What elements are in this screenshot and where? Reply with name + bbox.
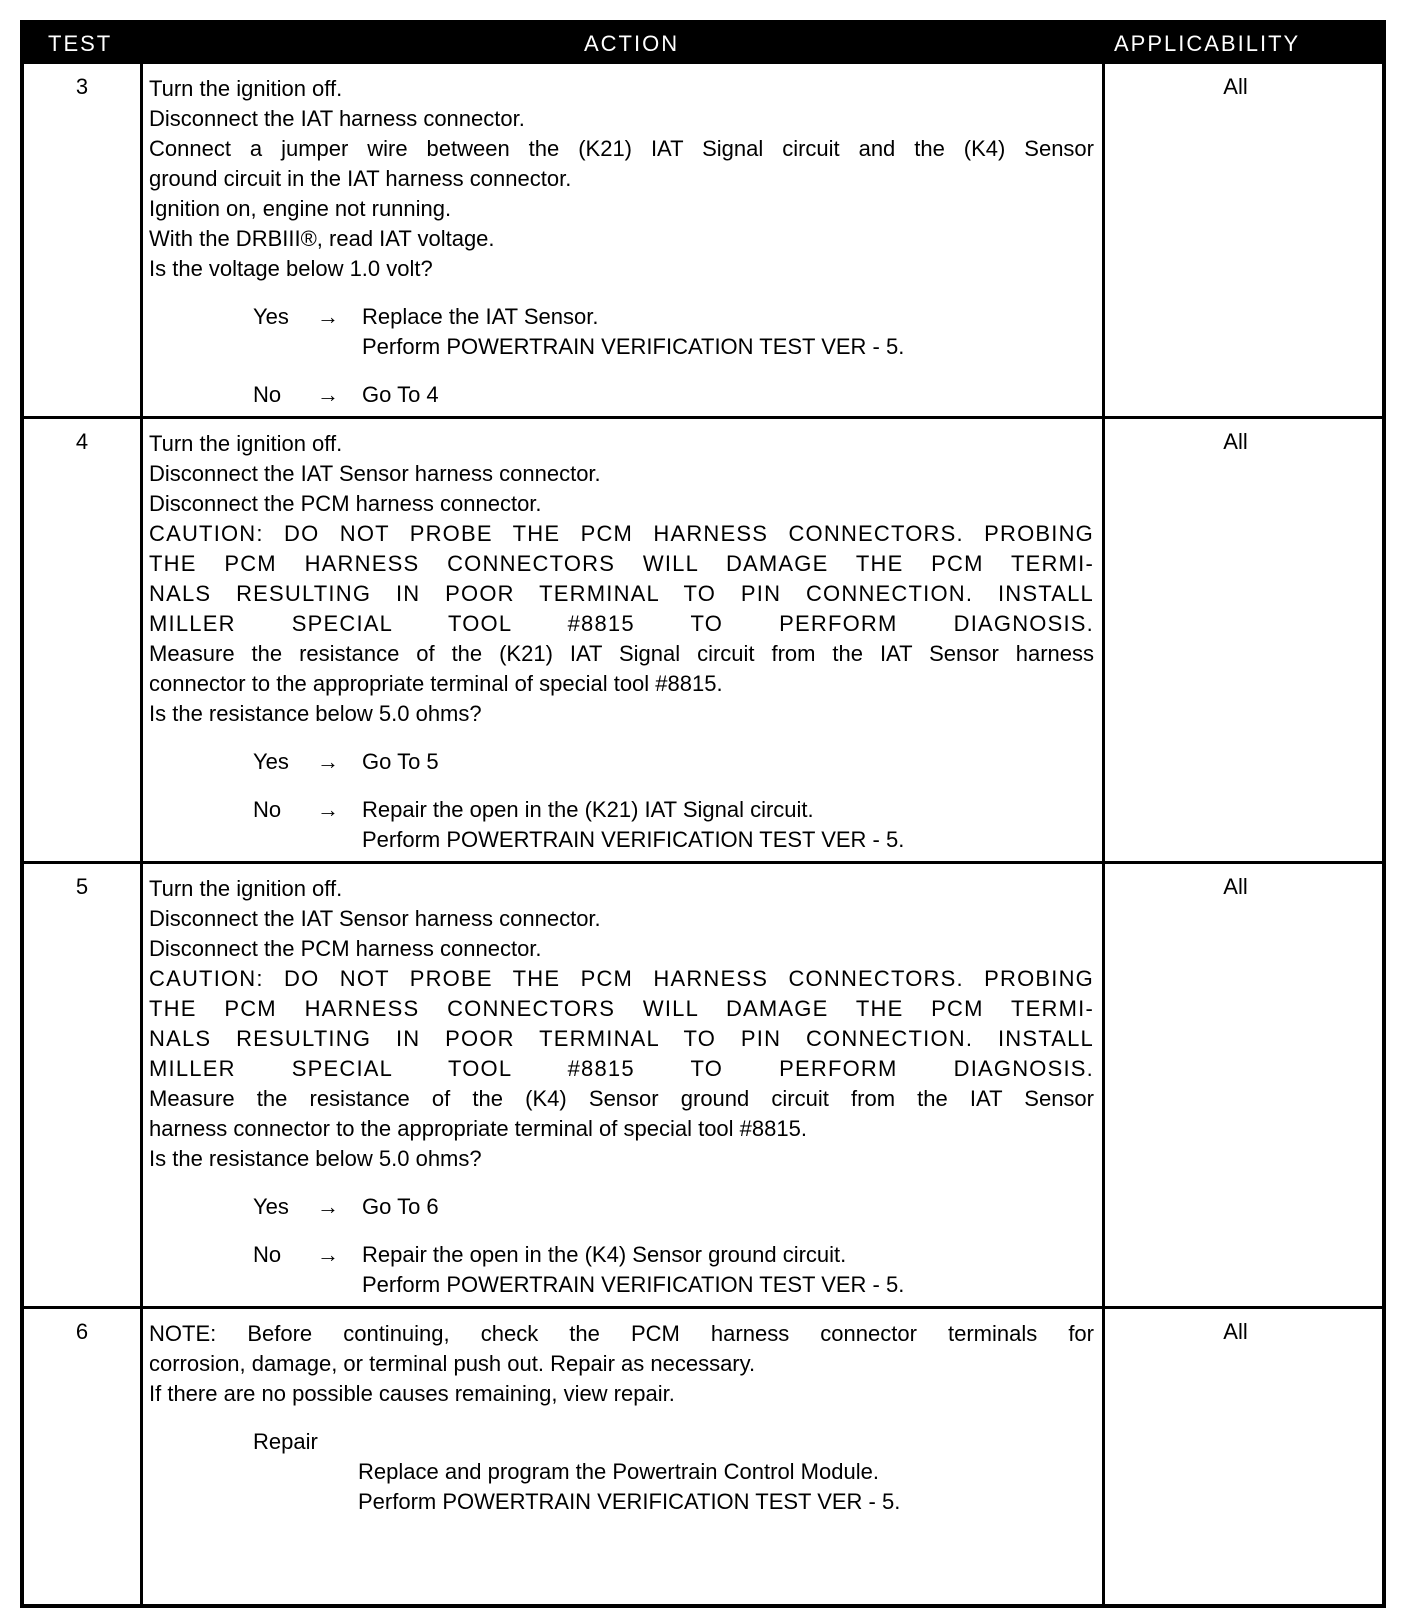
action-line: If there are no possible causes remaining, view repair. (149, 1381, 675, 1406)
procedure-table (20, 20, 1386, 1608)
action-line: harness connector to the appropriate terminal of special tool #8815. (149, 1116, 807, 1141)
arrow-right-icon: → (317, 304, 339, 329)
action-line: With the DRBIII®, read IAT voltage. (149, 226, 495, 251)
choice-result (362, 1192, 439, 1222)
action-cell (149, 429, 1094, 855)
action-line: corrosion, damage, or terminal push out. Repair as necessary. (149, 1351, 756, 1376)
choice-result (362, 302, 904, 362)
choice-no (149, 795, 1094, 855)
result-line: Go To 5 (362, 749, 439, 774)
header-action: ACTION (584, 31, 680, 56)
action-line: Connect a jumper wire between the (K21) IAT Signal circuit and the (K4) Sensor (149, 136, 1094, 161)
result-line: Go To 4 (362, 382, 439, 407)
choice-label: Yes (253, 304, 289, 329)
choice-result (362, 795, 904, 855)
column-divider (1102, 64, 1105, 1604)
action-line: Disconnect the IAT Sensor harness connector. (149, 906, 601, 931)
action-line: MILLER SPECIAL TOOL #8815 TO PERFORM DIAGNOSIS. (149, 1056, 1094, 1081)
action-line: Ignition on, engine not running. (149, 196, 452, 221)
action-line: Is the voltage below 1.0 volt? (149, 256, 433, 281)
arrow-right-icon: → (317, 1194, 339, 1219)
arrow-right-icon: → (317, 797, 339, 822)
result-line: Go To 6 (362, 1194, 439, 1219)
test-number: 5 (75, 874, 89, 899)
table-header (24, 24, 1382, 64)
action-line: THE PCM HARNESS CONNECTORS WILL DAMAGE THE PCM TERMI- (149, 996, 1094, 1021)
action-line: Measure the resistance of the (K21) IAT Signal circuit from the IAT Sensor harness (149, 641, 1094, 666)
choice-no (149, 1240, 1094, 1300)
repair-line: Replace and program the Powertrain Control Module. (358, 1459, 879, 1484)
repair-label: Repair (253, 1429, 318, 1454)
action-line: connector to the appropriate terminal of special tool #8815. (149, 671, 723, 696)
choice-yes (149, 747, 1094, 777)
choice-label: No (253, 382, 282, 407)
action-line: Disconnect the IAT Sensor harness connector. (149, 461, 601, 486)
action-line: Disconnect the PCM harness connector. (149, 936, 542, 961)
choice-no (149, 380, 1094, 410)
action-line: ground circuit in the IAT harness connector. (149, 166, 572, 191)
choice-yes (149, 302, 1094, 362)
result-line: Replace the IAT Sensor. (362, 304, 599, 329)
result-line: Perform POWERTRAIN VERIFICATION TEST VER - 5. (362, 1272, 905, 1297)
action-cell (149, 74, 1094, 410)
action-line: THE PCM HARNESS CONNECTORS WILL DAMAGE THE PCM TERMI- (149, 551, 1094, 576)
action-line: NOTE: Before continuing, check the PCM harness connector terminals for (149, 1321, 1094, 1346)
choice-result (362, 1240, 904, 1300)
choice-result (362, 380, 439, 410)
header-test: TEST (48, 31, 113, 56)
test-number: 6 (75, 1319, 89, 1344)
table-row (24, 64, 1382, 419)
action-line: NALS RESULTING IN POOR TERMINAL TO PIN CONNECTION. INSTALL (149, 1026, 1094, 1051)
action-line: Disconnect the PCM harness connector. (149, 491, 542, 516)
action-line: Turn the ignition off. (149, 876, 343, 901)
applicability-value: All (1223, 1319, 1248, 1344)
action-line: CAUTION: DO NOT PROBE THE PCM HARNESS CONNECTORS. PROBING (149, 521, 1094, 546)
test-number: 4 (75, 429, 89, 454)
table-row (24, 1309, 1382, 1608)
header-applicability: APPLICABILITY (1114, 31, 1301, 56)
action-line: Turn the ignition off. (149, 431, 343, 456)
choice-label: Yes (253, 1194, 289, 1219)
column-divider (140, 64, 143, 1604)
choice-label: No (253, 797, 282, 822)
applicability-value: All (1223, 874, 1248, 899)
action-cell (149, 874, 1094, 1300)
action-line: Measure the resistance of the (K4) Sensor ground circuit from the IAT Sensor (149, 1086, 1094, 1111)
action-line: CAUTION: DO NOT PROBE THE PCM HARNESS CONNECTORS. PROBING (149, 966, 1094, 991)
applicability-value: All (1223, 74, 1248, 99)
action-line: Turn the ignition off. (149, 76, 343, 101)
action-line: NALS RESULTING IN POOR TERMINAL TO PIN CONNECTION. INSTALL (149, 581, 1094, 606)
table-row (24, 419, 1382, 864)
arrow-right-icon: → (317, 749, 339, 774)
applicability-value: All (1223, 429, 1248, 454)
test-number: 3 (75, 74, 89, 99)
action-line: Is the resistance below 5.0 ohms? (149, 701, 482, 726)
action-line: MILLER SPECIAL TOOL #8815 TO PERFORM DIAGNOSIS. (149, 611, 1094, 636)
action-line: Is the resistance below 5.0 ohms? (149, 1146, 482, 1171)
choice-label: No (253, 1242, 282, 1267)
choice-yes (149, 1192, 1094, 1222)
arrow-right-icon: → (317, 382, 339, 407)
action-line: Disconnect the IAT harness connector. (149, 106, 525, 131)
result-line: Perform POWERTRAIN VERIFICATION TEST VER - 5. (362, 334, 905, 359)
arrow-right-icon: → (317, 1242, 339, 1267)
table-row (24, 864, 1382, 1309)
choice-label: Yes (253, 749, 289, 774)
choice-result (362, 747, 439, 777)
result-line: Repair the open in the (K21) IAT Signal circuit. (362, 797, 814, 822)
result-line: Perform POWERTRAIN VERIFICATION TEST VER - 5. (362, 827, 905, 852)
result-line: Repair the open in the (K4) Sensor ground circuit. (362, 1242, 847, 1267)
repair-line: Perform POWERTRAIN VERIFICATION TEST VER - 5. (358, 1489, 901, 1514)
action-cell (149, 1319, 1094, 1517)
